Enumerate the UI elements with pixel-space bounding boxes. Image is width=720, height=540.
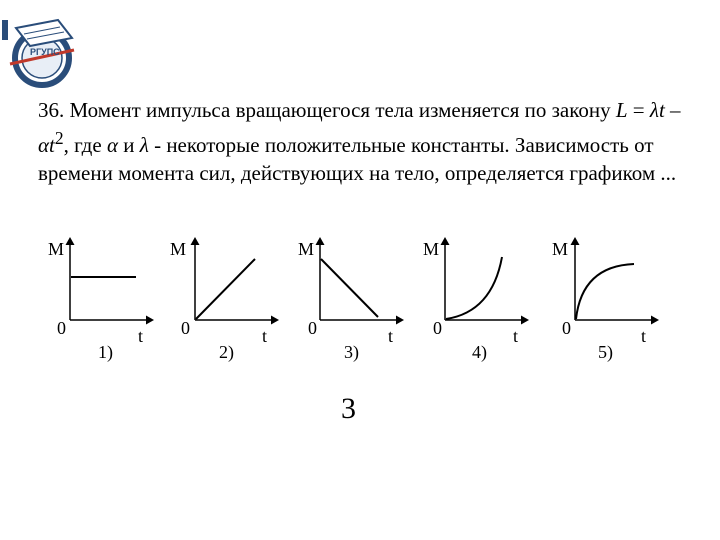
gear-icon bbox=[2, 20, 8, 40]
graph-options bbox=[0, 230, 720, 380]
t-axis-label: t bbox=[641, 326, 647, 346]
graph-label: 2) bbox=[219, 342, 234, 362]
t-axis-label: t bbox=[388, 326, 394, 346]
answer-value: 3 bbox=[341, 392, 356, 425]
graph-1[interactable] bbox=[48, 239, 150, 363]
logo-text: РГУПС bbox=[30, 47, 60, 57]
origin-label: 0 bbox=[308, 318, 317, 338]
graph-label: 5) bbox=[598, 342, 613, 362]
t-axis-label: t bbox=[262, 326, 268, 346]
graph-curve bbox=[196, 259, 255, 319]
university-logo bbox=[0, 0, 90, 90]
graph-3[interactable] bbox=[298, 239, 400, 363]
question-text: 36. Момент импульса вращающегося тела изменяется по закону $L = \lambda t - \alpha t^2$, где α и λ - некоторые положительные константы. Зависимость от времени момента сил, действующих на тело, определяется графиком ... bbox=[38, 98, 681, 185]
t-axis-label: t bbox=[513, 326, 519, 346]
graph-curve bbox=[321, 259, 378, 317]
origin-label: 0 bbox=[181, 318, 190, 338]
origin-label: 0 bbox=[562, 318, 571, 338]
m-axis-label: M bbox=[552, 239, 569, 259]
t-axis-label: t bbox=[138, 326, 144, 346]
m-axis-label: M bbox=[423, 239, 440, 259]
question-number: 36. bbox=[38, 98, 65, 122]
origin-label: 0 bbox=[433, 318, 442, 338]
graph-curve bbox=[446, 257, 502, 319]
graph-label: 1) bbox=[98, 342, 113, 362]
graph-2[interactable] bbox=[170, 239, 275, 363]
m-axis-label: M bbox=[48, 239, 65, 259]
formula-L: L bbox=[615, 98, 628, 122]
m-axis-label: M bbox=[298, 239, 315, 259]
origin-label: 0 bbox=[57, 318, 66, 338]
m-axis-label: M bbox=[170, 239, 187, 259]
graph-4[interactable] bbox=[423, 239, 525, 363]
graph-curve bbox=[576, 264, 634, 319]
graph-label: 3) bbox=[344, 342, 359, 362]
graph-5[interactable] bbox=[552, 239, 655, 363]
graph-label: 4) bbox=[472, 342, 487, 362]
